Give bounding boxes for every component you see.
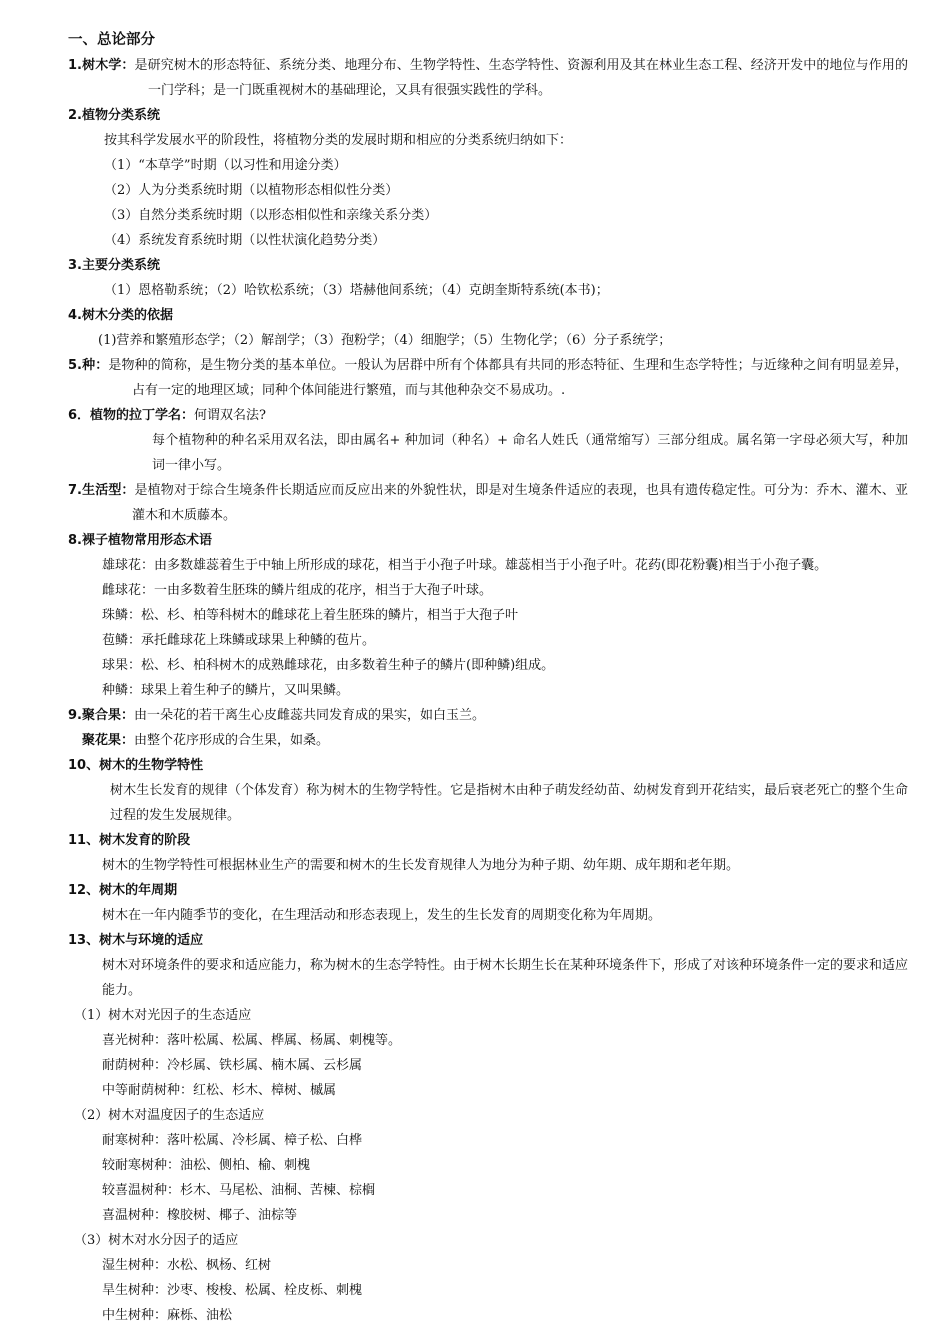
entry-6 <box>68 403 908 428</box>
text-6: 每个植物种的种名采用双名法，即由属名+ 种加词（种名）+ 命名人姓氏（通常缩写）三部分组成。属名第一字母必须大写，种加词一律小写。 <box>152 433 908 473</box>
term-label: 7.生活型： <box>68 483 135 498</box>
list-item: 耐寒树种：落叶松属、冷杉属、樟子松、白桦 <box>102 1133 363 1148</box>
list-item: 中等耐荫树种：红松、杉木、樟树、槭属 <box>102 1083 337 1098</box>
entry-text: 由一朵花的若干离生心皮雌蕊共同发育成的果实，如白玉兰。 <box>133 708 485 723</box>
list-item: （1）“本草学”时期（以习性和用途分类） <box>104 158 347 173</box>
heading-3: 3.主要分类系统 <box>68 258 160 273</box>
entry-text: 是研究树木的形态特征、系统分类、地理分布、生物学特性、生态学特性、资源利用及其在林业生态工程、经济开发中的地位与作用的一门学科；是一门既重视树木的基础理论，又具有很强实践性的学科。 <box>134 58 908 98</box>
subheading-temperature: （2）树木对温度因子的生态适应 <box>74 1108 265 1123</box>
entry-1 <box>68 53 908 103</box>
list-item: 较喜温树种：杉木、马尾松、油桐、苦楝、棕榈 <box>102 1183 376 1198</box>
heading-8: 8.裸子植物常用形态术语 <box>68 533 212 548</box>
heading-2: 2.植物分类系统 <box>68 108 160 123</box>
entry-9 <box>68 703 908 728</box>
entry-text: 是植物对于综合生境条件长期适应而反应出来的外貌性状，即是对生境条件适应的表现，也具有遗传稳定性。可分为：乔木、灌木、亚灌木和木质藤本。 <box>132 483 908 523</box>
list-item: 雄球花：由多数雄蕊着生于中轴上所形成的球花，相当于小孢子叶球。雄蕊相当于小孢子叶。花药(即花粉囊)相当于小孢子囊。 <box>102 558 828 573</box>
intro-2: 按其科学发展水平的阶段性，将植物分类的发展时期和相应的分类系统归纳如下： <box>104 133 573 148</box>
heading-12: 12、树木的年周期 <box>68 883 178 898</box>
list-item: 珠鳞：松、杉、柏等科树木的雌球花上着生胚珠的鳞片，相当于大孢子叶 <box>102 608 519 623</box>
term-label: 6．植物的拉丁学名： <box>68 408 195 423</box>
term-label: 9.聚合果： <box>68 708 134 723</box>
list-item: 较耐寒树种：油松、侧柏、榆、刺槐 <box>102 1158 311 1173</box>
list-item: 喜温树种：橡胶树、椰子、油棕等 <box>102 1208 298 1223</box>
text-3: （1）恩格勒系统；（2）哈钦松系统；（3）塔赫他间系统；（4）克朗奎斯特系统(本书)； <box>104 283 609 298</box>
term-label: 5.种： <box>68 358 109 373</box>
term-label: 1.树木学： <box>68 58 135 73</box>
entry-7 <box>68 478 908 528</box>
term-label: 聚花果： <box>82 733 135 748</box>
entry-9b <box>68 728 908 753</box>
heading-13: 13、树木与环境的适应 <box>68 933 204 948</box>
list-item: （2）人为分类系统时期（以植物形态相似性分类） <box>104 183 399 198</box>
entry-5 <box>68 353 908 403</box>
list-item: 球果：松、杉、柏科树木的成熟雌球花，由多数着生种子的鳞片(即种鳞)组成。 <box>102 658 555 673</box>
list-item: 雌球花：一由多数着生胚珠的鳞片组成的花序，相当于大孢子叶球。 <box>102 583 493 598</box>
text-12: 树木在一年内随季节的变化，在生理活动和形态表现上，发生的生长发育的周期变化称为年周期。 <box>102 908 662 923</box>
heading-10: 10、树木的生物学特性 <box>68 758 204 773</box>
question-text: 何谓双名法? <box>194 408 267 423</box>
subheading-light: （1）树木对光因子的生态适应 <box>74 1008 252 1023</box>
subheading-water: （3）树木对水分因子的适应 <box>74 1233 239 1248</box>
entry-text: 由整个花序形成的合生果，如桑。 <box>134 733 330 748</box>
text-4: (1)营养和繁殖形态学；（2）解剖学；（3）孢粉学；（4）细胞学；（5）生物化学；（6）分子系统学； <box>98 333 672 348</box>
list-item: 旱生树种：沙枣、梭梭、松属、栓皮栎、刺槐 <box>102 1283 363 1298</box>
section-title: 一、总论部分 <box>68 32 155 48</box>
entry-text: 是物种的简称，是生物分类的基本单位。一般认为居群中所有个体都具有共同的形态特征、生理和生态学特性；与近缘种之间有明显差异，占有一定的地理区域；同种个体间能进行繁殖，而与其他种杂交不易成功。. <box>108 358 908 398</box>
text-13: 树木对环境条件的要求和适应能力，称为树木的生态学特性。由于树木长期生长在某种环境条件下，形成了对该种环境条件一定的要求和适应能力。 <box>102 958 909 998</box>
text-10: 树木生长发育的规律（个体发育）称为树木的生物学特性。它是指树木由种子萌发经幼苗、幼树发育到开花结实，最后衰老死亡的整个生命过程的发生发展规律。 <box>110 783 908 823</box>
list-item: 耐荫树种：冷杉属、铁杉属、楠木属、云杉属 <box>102 1058 363 1073</box>
list-item: （3）自然分类系统时期（以形态相似性和亲缘关系分类） <box>104 208 438 223</box>
list-item: 中生树种：麻栎、油松 <box>102 1308 233 1323</box>
list-item: 湿生树种：水松、枫杨、红树 <box>102 1258 272 1273</box>
text-11: 树木的生物学特性可根据林业生产的需要和树木的生长发育规律人为地分为种子期、幼年期、成年期和老年期。 <box>102 858 740 873</box>
list-item: （4）系统发育系统时期（以性状演化趋势分类） <box>104 233 386 248</box>
list-item: 苞鳞：承托雌球花上珠鳞或球果上种鳞的苞片。 <box>102 633 376 648</box>
heading-4: 4.树木分类的依据 <box>68 308 173 323</box>
list-item: 喜光树种：落叶松属、松属、桦属、杨属、刺槐等。 <box>102 1033 402 1048</box>
list-item: 种鳞：球果上着生种子的鳞片，又叫果鳞。 <box>102 683 350 698</box>
heading-11: 11、树木发育的阶段 <box>68 833 191 848</box>
